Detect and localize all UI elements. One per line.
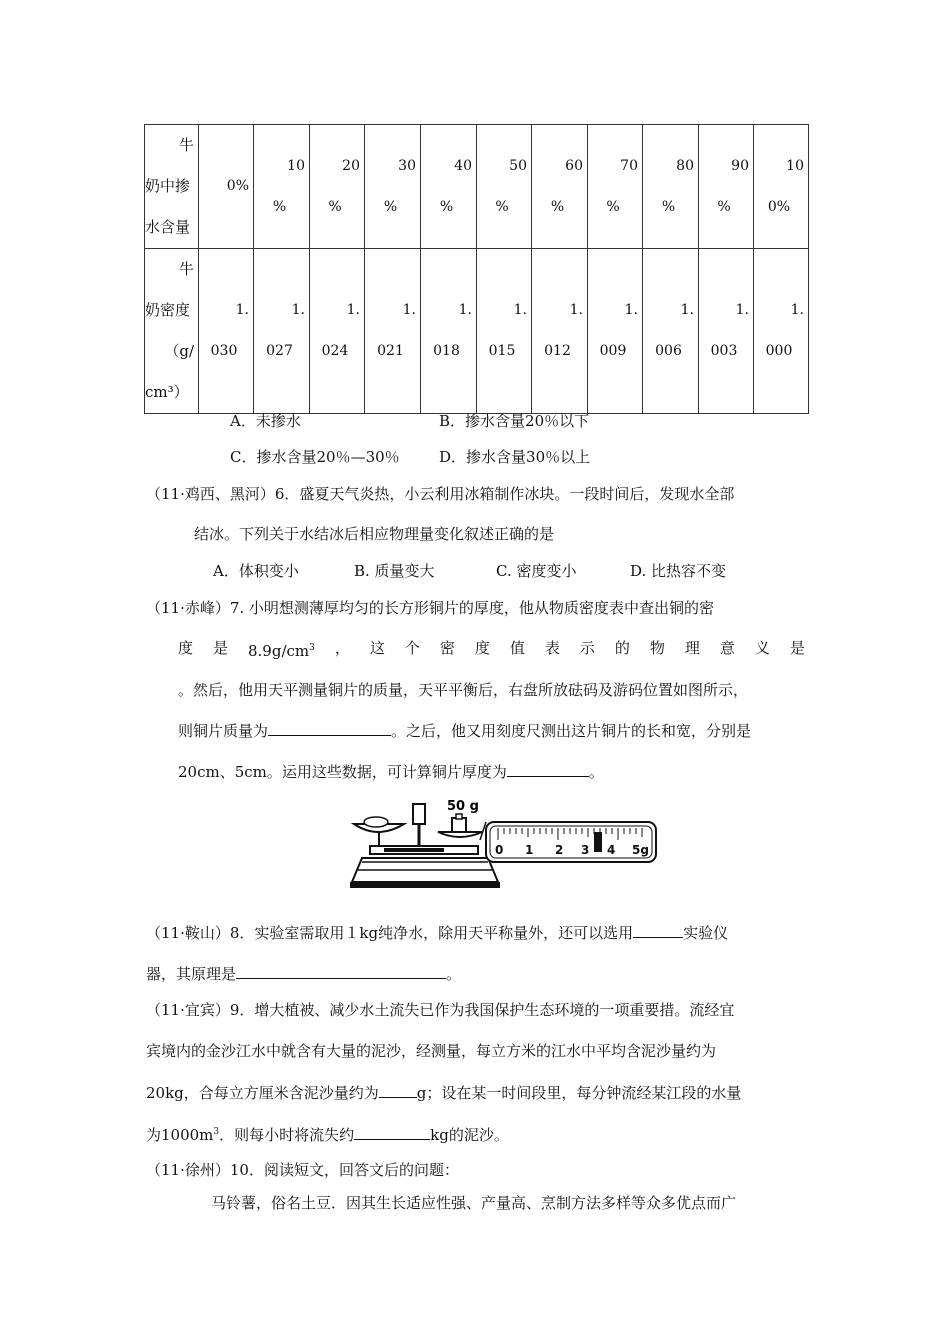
answer-blank-thickness[interactable]: [507, 761, 589, 777]
q7-stem-line4: 则铜片质量为 。之后，他又用刻度尺测出这片铜片的长和宽，分别是: [178, 722, 752, 740]
q8-stem-line1: （11·鞍山）8．实验室需取用１kg纯净水，除用天平称量外，还可以选用 实验仪: [146, 924, 729, 942]
q10-passage-line1: 马铃薯，俗名土豆．因其生长适应性强、产量高、烹制方法多样等众多优点而广: [211, 1194, 737, 1212]
table-cell: 20 %: [310, 125, 365, 249]
pointer-post-icon: [413, 804, 425, 824]
tick-label-1: 1: [525, 843, 534, 857]
table-row-milk-density: [145, 249, 809, 414]
table-cell: 30 %: [365, 125, 421, 249]
q6-option-c: C. 密度变小: [496, 562, 577, 580]
table-cell: 1. 012: [532, 249, 588, 414]
answer-blank-principle[interactable]: [236, 963, 446, 979]
table-cell: 1. 030: [199, 249, 254, 414]
q9-stem-line3: 20kg，合每立方厘米含泥沙量约为 g；设在某一时间段里，每分钟流经某江段的水量: [146, 1084, 742, 1102]
q5-option-c: C．掺水含量20％—30％: [230, 448, 400, 466]
table-cell: 0%: [199, 125, 254, 249]
q6-option-d: D. 比热容不变: [630, 562, 727, 580]
answer-blank-sediment-per-hour[interactable]: [354, 1124, 430, 1140]
answer-blank-mass[interactable]: [268, 720, 391, 736]
q6-stem-line1: （11·鸡西、黑河）6．盛夏天气炎热，小云利用冰箱制作冰块。一段时间后，发现水全部: [146, 485, 735, 503]
copper-sample-icon: [364, 817, 388, 827]
tick-label-5: 5g: [632, 843, 649, 857]
balance-scale-figure: [348, 796, 658, 900]
row-header-milk-density: 牛 奶密度 （g/ cm³）: [145, 249, 199, 414]
table-cell: 10 0%: [754, 125, 809, 249]
table-row-water-content: [145, 125, 809, 249]
rider-icon: [594, 832, 602, 852]
table-cell: 40 %: [421, 125, 477, 249]
q7-stem-line3: 。然后，他用天平测量铜片的质量，天平平衡后，右盘所放砝码及游码位置如图所示，: [178, 681, 749, 699]
weight-label: 50 g: [447, 799, 479, 814]
q8-stem-line2: 器，其原理是 。: [146, 965, 462, 983]
q9-stem-line1: （11·宜宾）9．增大植被、减少水土流失已作为我国保护生态环境的一项重要措。流经宜: [146, 1001, 735, 1019]
q6-option-b: B. 质量变大: [354, 562, 435, 580]
weight-50g-icon: [452, 818, 466, 832]
q7-stem-line5: 20cm、5cm。运用这些数据，可计算铜片厚度为 。: [178, 763, 604, 781]
table-cell: 60 %: [532, 125, 588, 249]
right-pan-icon: [438, 832, 482, 837]
table-cell: 1. 018: [421, 249, 477, 414]
table-cell: 1. 000: [754, 249, 809, 414]
milk-density-table: [144, 124, 809, 414]
table-cell: 1. 021: [365, 249, 421, 414]
q5-option-b: B．掺水含量20％以下: [439, 412, 590, 430]
q7-stem-line1: （11·赤峰）7. 小明想测薄厚均匀的长方形铜片的厚度，他从物质密度表中查出铜的密: [146, 599, 714, 617]
q9-stem-line4: 为$1000m^3$．则每小时将流失约 kg的泥沙。: [146, 1126, 509, 1144]
table-cell: 10 %: [254, 125, 310, 249]
table-cell: 1. 024: [310, 249, 365, 414]
q7-stem-line2: 度 是 $8.9g/cm^3$ ， 这 个 密 度 值 表 示 的 物 理 意 义 是: [178, 639, 805, 660]
q10-stem-line1: （11·徐州）10．阅读短文，回答文后的问题：: [146, 1161, 459, 1179]
table-cell: 90 %: [699, 125, 754, 249]
q6-option-a: A．体积变小: [213, 562, 299, 580]
tick-label-3: 3: [581, 843, 590, 857]
table-cell: 50 %: [477, 125, 532, 249]
answer-blank-instrument[interactable]: [633, 922, 683, 938]
q5-option-d: D．掺水含量30％以上: [439, 448, 591, 466]
tick-label-0: 0: [495, 843, 504, 857]
table-cell: 1. 006: [643, 249, 699, 414]
q5-option-a: A．未掺水: [230, 412, 301, 430]
table-cell: 1. 003: [699, 249, 754, 414]
table-cell: 1. 027: [254, 249, 310, 414]
table-cell: 80 %: [643, 125, 699, 249]
q9-stem-line2: 宾境内的金沙江水中就含有大量的泥沙，经测量，每立方米的江水中平均含泥沙量约为: [146, 1042, 717, 1060]
tick-label-2: 2: [555, 843, 564, 857]
answer-blank-sediment-per-cm3[interactable]: [379, 1082, 417, 1098]
q6-stem-line2: 结冰。下列关于水结冰后相应物理量变化叙述正确的是: [194, 525, 555, 543]
table-cell: 70 %: [588, 125, 643, 249]
row-header-water-content: 牛 奶中掺 水含量: [145, 125, 199, 249]
table-cell: 1. 009: [588, 249, 643, 414]
tick-label-4: 4: [607, 843, 616, 857]
table-cell: 1. 015: [477, 249, 532, 414]
